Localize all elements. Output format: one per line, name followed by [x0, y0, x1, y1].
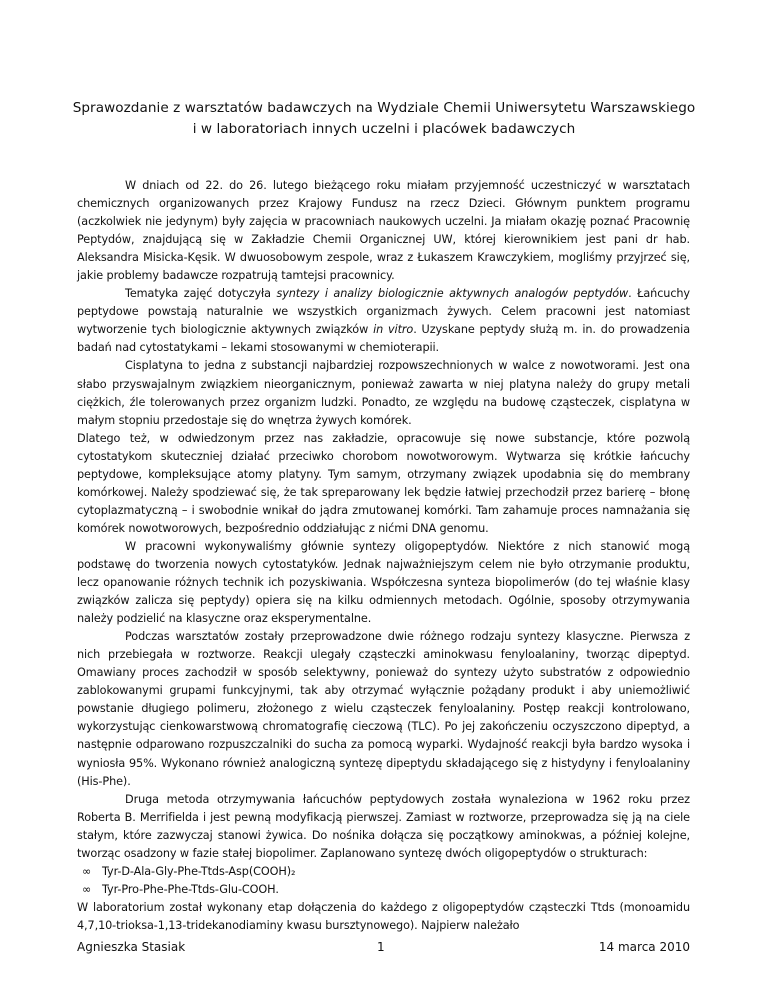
paragraph-3: Cisplatyna to jedna z substancji najbardziej rozpowszechnionych w walce z nowotworami. Jest ona słabo przyswajalnym związkiem nieorganicznym, ponieważ zawarta w niej platyna należy do grupy metali ciężkich, źle tolerowanych przez organizm ludzki. Ponadto, ze względu na budowę cząsteczek, cisplatyna w małym stopniu przedostaje się do wnętrza żywych komórek. [77, 359, 690, 427]
paragraph-8: W laboratorium został wykonany etap dołączenia do każdego z oligopeptydów cząsteczki Ttds (monoamidu 4,7,10-trioksa-1,13-tridekanodiaminy kwasu bursztynowego). Najpierw należało [77, 900, 690, 932]
footer-author: Agnieszka Stasiak [77, 940, 186, 954]
paragraph-2-text-b: . Łańcuchy peptydowe powstają naturalnie we wszystkich organizmach żywych. Celem pracowni jest natomiast wytworzenie tych biologicznie aktywnych związków [77, 287, 690, 337]
paragraph-2-text-a: Tematyka zajęć dotyczyła [125, 287, 277, 301]
paragraph-2-text-c: . Uzyskane peptydy służą m. in. do prowadzenia badań nad cytostatykami – lekami stosowanymi w chemioterapii. [77, 323, 690, 355]
list-item [77, 881, 690, 899]
oligopeptide-list [77, 863, 690, 899]
title-line-2: i w laboratoriach innych uczelni i placówek badawczych [192, 121, 576, 137]
document-title [60, 98, 708, 140]
footer-page-number: 1 [377, 940, 385, 954]
list-item-text: Tyr-D-Ala-Gly-Phe-Ttds-Asp(COOH)₂ [102, 864, 296, 878]
list-item [77, 863, 690, 881]
paragraph-1: W dniach od 22. do 26. lutego bieżącego roku miałam przyjemność uczestniczyć w warsztatach chemicznych organizowanych przez Krajowy Fundusz na rzecz Dzieci. Głównym punktem programu (aczkolwiek nie jedynym) były zajęcia w pracowniach naukowych uczelni. Ja miałam okazję poznać Pracownię Peptydów, znajdującą się w Zakładzie Chemii Organicznej UW, której kierownikiem jest pani dr hab. Aleksandra Misicka-Kęsik. W dwuosobowym zespole, wraz z Łukaszem Krawczykiem, mogliśmy przyjrzeć się, jakie problemy badawcze rozpatrują tamtejsi pracownicy. [77, 179, 690, 283]
paragraph-7: Druga metoda otrzymywania łańcuchów peptydowych została wynaleziona w 1962 roku przez Roberta B. Merrifielda i jest pewną modyfikacją pierwszej. Zamiast w roztworze, przeprowadza się ją na ciele stałym, które zazwyczaj stanowi żywica. Do nośnika dołącza się początkowy aminokwas, a później kolejne, tworząc osadzony w fazie stałej biopolimer. Zaplanowano syntezę dwóch oligopeptydów o strukturach: [77, 792, 690, 860]
bullet-icon: ∞ [82, 882, 92, 896]
paragraph-2 [77, 285, 690, 357]
paragraph-2-emphasis-in-vitro: in vitro [373, 323, 414, 337]
paragraph-4: Dlatego też, w odwiedzonym przez nas zakładzie, opracowuje się nowe substancje, które pozwolą cytostatykom skuteczniej działać przeciwko chorobom nowotworowym. Wytwarza się krótkie łańcuchy peptydowe, kompleksujące atomy platyny. Tym samym, otrzymany związek upodabnia się do membrany komórkowej. Należy spodziewać się, że tak spreparowany lek będzie łatwiej przechodził przez barierę – błonę cytoplazmatyczną – i swobodnie wnikał do jądra zmutowanej komórki. Tam zahamuje proces namnażania się komórek nowotworowych, bezpośrednio oddziałując z nićmi DNA genomu. [77, 431, 690, 535]
paragraph-6: Podczas warsztatów zostały przeprowadzone dwie różnego rodzaju syntezy klasyczne. Pierwsza z nich przebiegała w roztworze. Reakcji ulegały cząsteczki aminokwasu fenyloalaniny, tworząc dipeptyd. Omawiany proces zachodził w sposób selektywny, ponieważ do syntezy użyto substratów z odpowiednio zablokowanymi grupami funkcyjnymi, tak aby otrzymać wyłącznie pożądany produkt i aby uniemożliwić powstanie długiego polimeru, złożonego z wielu cząsteczek fenyloalaniny. Postęp reakcji kontrolowano, wykorzystując cienkowarstwową chromatografię cieczową (TLC). Po jej zakończeniu oczyszczono dipeptyd, a następnie odparowano rozpuszczalniki do sucha za pomocą wyparki. Wydajność reakcji była bardzo wysoka i wyniosła 95%. Wykonano również analogiczną syntezę dipeptydu składającego się z histydyny i fenyloalaniny (His-Phe). [77, 630, 690, 788]
paragraph-5: W pracowni wykonywaliśmy głównie syntezy oligopeptydów. Niektóre z nich stanowić mogą podstawę do tworzenia nowych cytostatyków. Jednak najważniejszym celem nie było otrzymanie produktu, lecz opanowanie różnych technik ich pozyskiwania. Współczesna synteza biopolimerów (do tej właśnie klasy związków zalicza się peptydy) opiera się na kilku odmiennych metodach. Ogólnie, sposoby otrzymywania należy podzielić na klasyczne oraz eksperymentalne. [77, 539, 690, 626]
list-item-text: Tyr-Pro-Phe-Phe-Ttds-Glu-COOH. [102, 882, 279, 896]
footer-date: 14 marca 2010 [598, 940, 690, 954]
paragraph-2-emphasis: syntezy i analizy biologicznie aktywnych analogów peptydów [276, 287, 629, 301]
title-line-1: Sprawozdanie z warsztatów badawczych na Wydziale Chemii Uniwersytetu Warszawskiego [72, 100, 696, 116]
document-body [77, 177, 690, 935]
bullet-icon: ∞ [82, 864, 92, 878]
